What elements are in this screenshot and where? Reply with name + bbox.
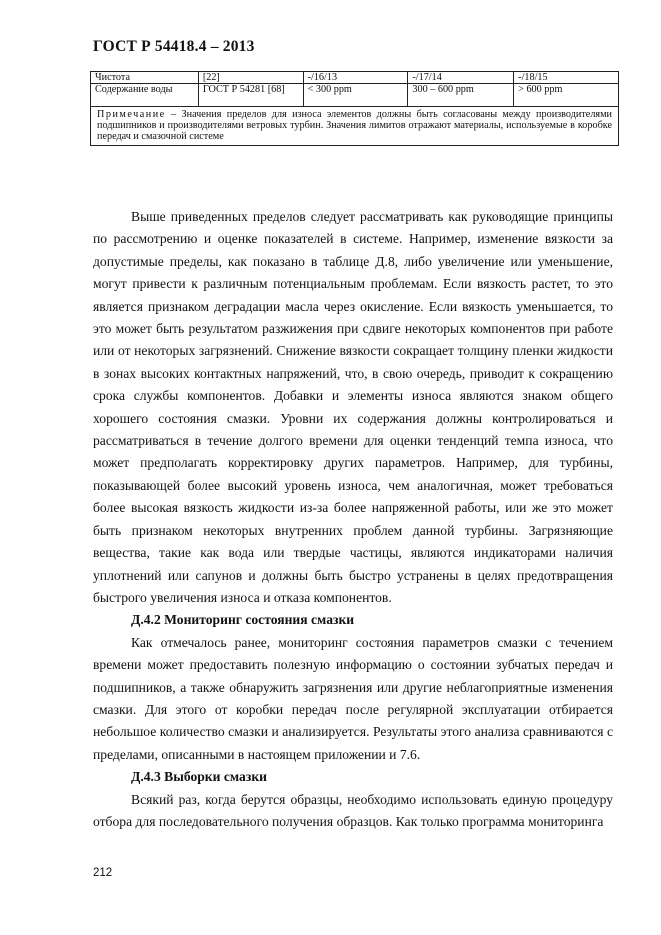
table-note-row [91,107,619,146]
table-cell: Содержание воды [91,84,199,107]
section-heading: Д.4.2 Мониторинг состояния смазки [131,612,355,628]
paragraph: Выше приведенных пределов следует рассматривать как руководящие принципы по рассмотрению и оценке показателей в системе. Например, изменение вязкости за допустимые пределы, как показано в таблице Д.8, либо увеличение или уменьшение, могут привести к различным потенциальным проблемам. Если вязкость растет, то это является признаком деградации масла через окисление. Если вязкость уменьшается, то это может быть результатом разжижения при сдвиге некоторых компонентов при работе или от некоторых загрязнений. Снижение вязкости сокращает толщину пленки жидкости в зонах высоких контактных напряжений, что, в свою очередь, приводит к сокращению срока службы компонентов. Добавки и элементы износа являются знаком общего хорошего состояния смазки. Уровни их содержания должны контролироваться и рассматриваться в течение долгого времени для оценки тенденций темпа износа, что может предполагать корректировку других параметров. Например, для турбины, показывающей более высокий уровень износа, чем аналогичная, может требоваться более высокая вязкость жидкости из-за более напряженной работы, или же это может быть признаком некоторых внутренних проблем данной турбины. Загрязняющие вещества, такие как вода или твердые частицы, являются индикаторами наличия уплотнений или сапунов и должны быть быстро устранены в целях предотвращения быстрого увеличения износа и отказа компонентов. [93,209,613,605]
note-heading: Примечание [97,109,166,120]
table-row [91,84,619,107]
table-cell: > 600 ppm [514,84,619,107]
page-number: 212 [93,867,113,879]
table-cell: -/17/14 [408,72,514,84]
section-heading: Д.4.3 Выборки смазки [131,769,267,785]
note-text: – Значения пределов для износа элементов должны быть согласованы между производителями подшипников и производителями ветровых турбин. Значения лимитов отражают материалы, используемые в коробке передач и смазочной системе [97,109,612,143]
table-row [91,72,619,84]
table-cell: Чистота [91,72,199,84]
body-text [93,206,613,833]
table-cell: -/18/15 [514,72,619,84]
document-header: ГОСТ Р 54418.4 – 2013 [93,38,255,55]
table-cell: 300 – 600 ppm [408,84,514,107]
limits-table [90,71,619,146]
table-cell: < 300 ppm [303,84,408,107]
table-cell: -/16/13 [303,72,408,84]
paragraph: Всякий раз, когда берутся образцы, необходимо использовать единую процедуру отбора для последовательного получения образцов. Как только программа мониторинга [93,791,613,829]
paragraph: Как отмечалось ранее, мониторинг состояния параметров смазки с течением времени может предоставить полезную информацию о состоянии зубчатых передач и подшипников, а также обнаружить загрязнения или другие неблагоприятные изменения смазки. Для этого от коробки передач после регулярной эксплуатации отбирается небольшое количество смазки и анализируется. Результаты этого анализа сравниваются с пределами, описанными в настоящем приложении и 7.6. [93,634,613,762]
table-note [91,107,619,146]
table-cell: [22] [198,72,303,84]
table-cell: ГОСТ Р 54281 [68] [198,84,303,107]
